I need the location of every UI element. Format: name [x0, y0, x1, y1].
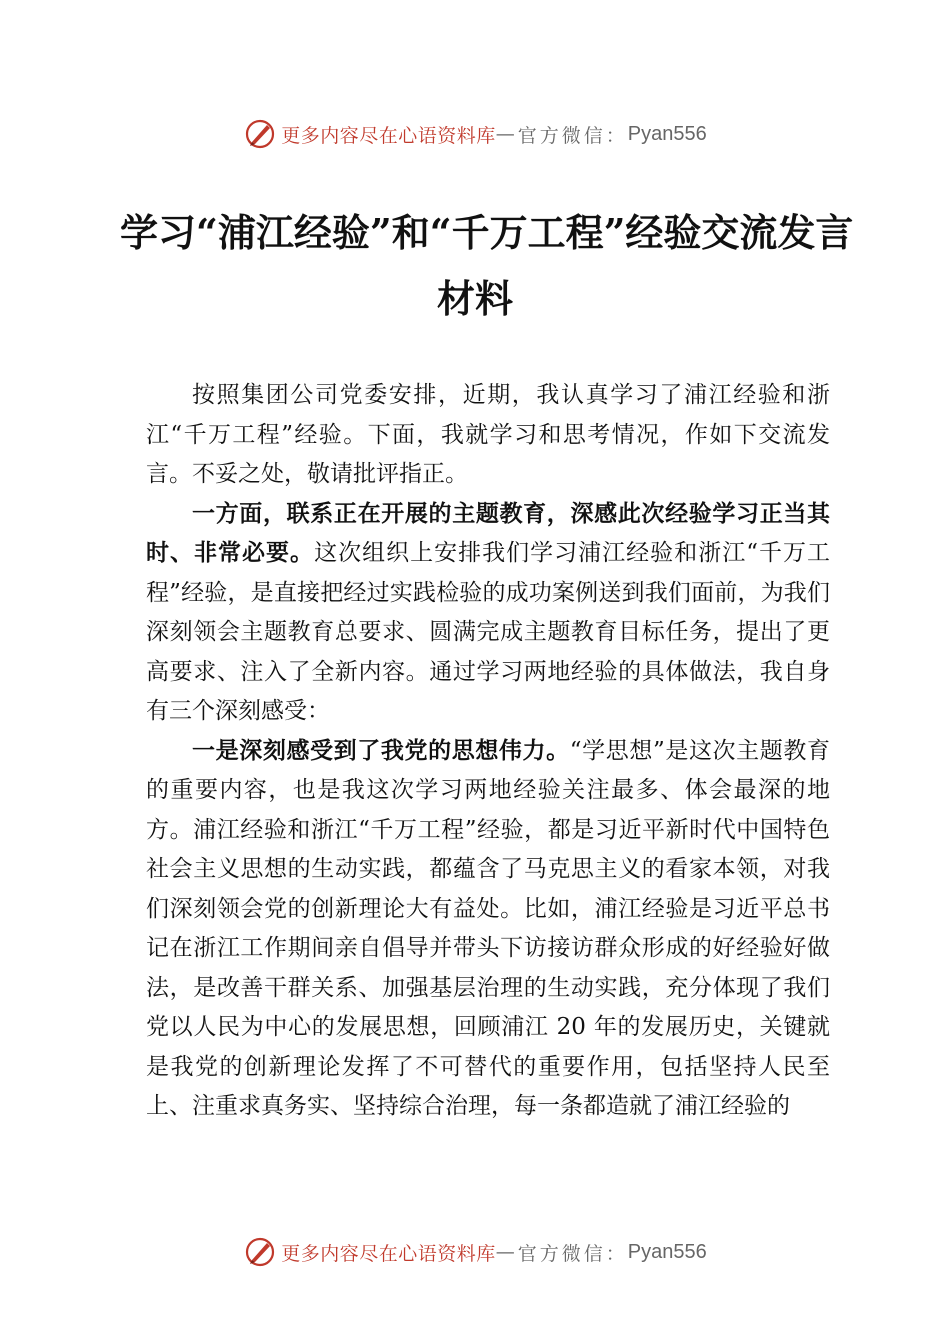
header-banner: [0, 114, 950, 154]
banner-dash: —: [495, 1241, 518, 1263]
paragraph-3: [146, 732, 830, 1127]
paragraph-2-lead: 一方面，联系正在开展的主题教育，深感此次经验学习正当其时、非常必要。: [146, 500, 830, 566]
banner-wechat-label: 官方微信：: [517, 1242, 628, 1265]
document-body: [146, 376, 830, 1127]
banner-wechat-id: Pyan556: [627, 1240, 707, 1263]
pen-logo-icon: [243, 1235, 277, 1269]
banner-text: 更多内容尽在心语资料库: [281, 124, 496, 147]
title-line-2: 材料: [436, 276, 513, 321]
pen-logo-icon: [243, 117, 277, 151]
paragraph-1: [146, 376, 830, 495]
paragraph-1-text: 按照集团公司党委安排，近期，我认真学习了浦江经验和浙江“千万工程”经验。下面，我就学习和思考情况，作如下交流发言。不妥之处，敬请批评指正。: [146, 382, 830, 487]
paragraph-2-text: 这次组织上安排我们学习浦江经验和浙江“千万工程”经验，是直接把经过实践检验的成功案例送到我们面前，为我们深刻领会主题教育总要求、圆满完成主题教育目标任务，提出了更高要求、注入了全新内容。通过学习两地经验的具体做法，我自身有三个深刻感受：: [146, 540, 830, 724]
paragraph-2: [146, 495, 830, 732]
footer-banner: [0, 1232, 950, 1272]
document-title: [120, 200, 854, 332]
banner-wechat-id: Pyan556: [627, 122, 707, 145]
banner-text: 更多内容尽在心语资料库: [281, 1242, 496, 1265]
banner-dash: —: [495, 123, 518, 145]
title-line-1: 学习“浦江经验”和“千万工程”经验交流发言: [120, 210, 854, 255]
banner-wechat-label: 官方微信：: [517, 124, 628, 147]
paragraph-3-lead: 一是深刻感受到了我党的思想伟力。: [192, 737, 570, 764]
paragraph-3-text: “学思想”是这次主题教育的重要内容，也是我这次学习两地经验关注最多、体会最深的地方。浦江经验和浙江“千万工程”经验，都是习近平新时代中国特色社会主义思想的生动实践，都蕴含了马克思主义的看家本领，对我们深刻领会党的创新理论大有益处。比如，浦江经验是习近平总书记在浙江工作期间亲自倡导并带头下访接访群众形成的好经验好做法，是改善干群关系、加强基层治理的生动实践，充分体现了我们党以人民为中心的发展思想，回顾浦江 20 年的发展历史，关键就是我党的创新理论发挥了不可替代的重要作用，包括坚持人民至上、注重求真务实、坚持综合治理，每一条都造就了浦江经验的: [146, 737, 830, 1119]
